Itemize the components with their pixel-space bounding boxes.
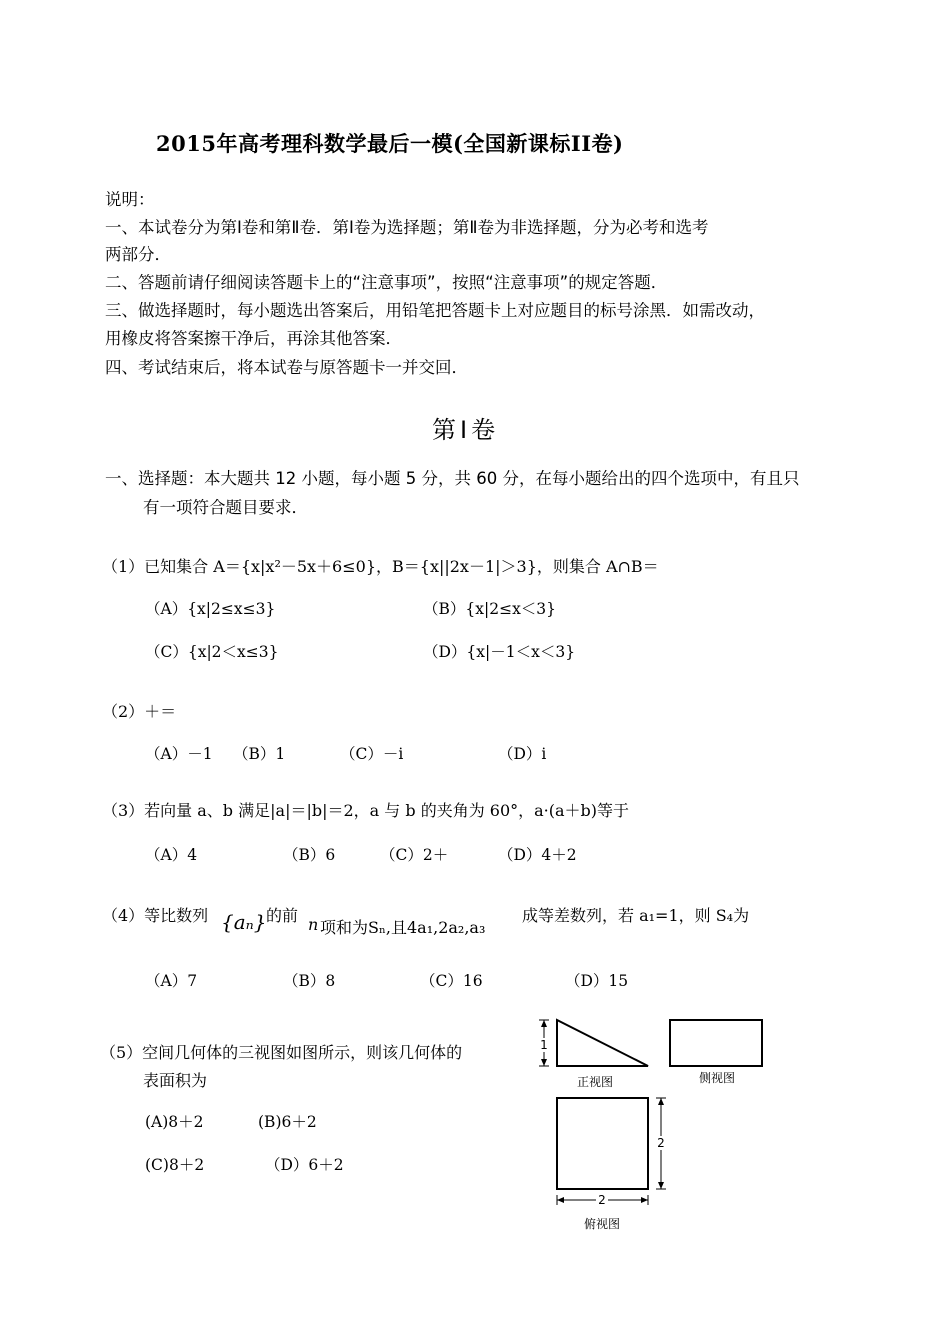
top-view-width-dimension: 2 [598, 1193, 606, 1207]
question-4-stem-suffix: 成等差数列，若 a₁=1，则 S₄为 [522, 906, 750, 925]
question-4-stem-prefix: （4）等比数列 [102, 906, 209, 925]
question-4-option-c: （C）16 [420, 972, 483, 990]
top-view-label: 俯视图 [583, 1217, 621, 1231]
question-4-option-a: （A）7 [145, 972, 198, 990]
question-2-option-c: （C）－i [340, 745, 404, 763]
question-4-option-d: （D）15 [565, 972, 629, 990]
note-line-3b: 用橡皮将答案擦干净后，再涂其他答案． [105, 329, 402, 348]
notes-heading: 说明： [105, 190, 155, 209]
question-1-stem: （1）已知集合 A＝{x|x²－5x＋6≤0}，B＝{x||2x－1|＞3}，则集合 A∩B＝ [102, 557, 659, 576]
side-view-label: 侧视图 [698, 1071, 736, 1085]
volume-heading: 第Ⅰ卷 [432, 416, 500, 444]
question-1-option-b: （B）{x|2≤x＜3} [423, 600, 557, 618]
three-view-figure [525, 1010, 785, 1240]
question-4-option-b: （B）8 [283, 972, 336, 990]
question-1-option-d: （D）{x|－1＜x＜3} [423, 643, 576, 661]
note-line-3a: 三、做选择题时，每小题选出答案后，用铅笔把答题卡上对应题目的标号涂黑．如需改动， [105, 301, 765, 320]
question-1-option-c: （C）{x|2＜x≤3} [145, 643, 279, 661]
note-line-1a: 一、本试卷分为第Ⅰ卷和第Ⅱ卷．第Ⅰ卷为选择题；第Ⅱ卷为非选择题，分为必考和选考 [105, 218, 709, 237]
question-5-option-a: (A)8＋2 [145, 1113, 204, 1131]
question-5-option-b: (B)6＋2 [258, 1113, 317, 1131]
top-view-height-dimension: 2 [657, 1136, 665, 1150]
question-2-stem: （2）＋＝ [102, 702, 177, 721]
front-view-dimension: 1 [540, 1038, 548, 1052]
question-2-option-a: （A）－1 [145, 745, 213, 763]
top-view-square [557, 1098, 648, 1189]
question-5-option-c: (C)8＋2 [145, 1156, 205, 1174]
question-4-n: n [308, 915, 319, 934]
question-5-stem-line1: （5）空间几何体的三视图如图所示，则该几何体的 [100, 1043, 463, 1062]
question-4-stem-mid2: 项和为Sₙ,且4a₁,2a₂,a₃ [320, 918, 486, 937]
note-line-1b: 两部分． [105, 245, 171, 264]
front-view-label: 正视图 [576, 1075, 614, 1089]
note-line-4: 四、考试结束后，将本试卷与原答题卡一并交回． [105, 358, 468, 377]
question-4-sequence: {aₙ} [221, 910, 267, 934]
question-4-stem-mid: 的前 [266, 906, 299, 925]
section-instructions-line2: 有一项符合题目要求． [143, 498, 308, 517]
note-line-2: 二、答题前请仔细阅读答题卡上的“注意事项”，按照“注意事项”的规定答题． [105, 273, 668, 292]
question-3-stem: （3）若向量 a、b 满足|a|＝|b|＝2，a 与 b 的夹角为 60°，a·(a＋b)等于 [102, 801, 630, 820]
question-3-option-d: （D）4＋2 [498, 846, 577, 864]
page-title: 2015年高考理科数学最后一模(全国新课标II卷) [156, 131, 624, 156]
question-2-option-d: （D）i [498, 745, 547, 763]
question-5-option-d: （D）6＋2 [265, 1156, 344, 1174]
question-2-option-b: （B）1 [233, 745, 286, 763]
front-view-triangle [557, 1020, 648, 1066]
question-5-stem-line2: 表面积为 [143, 1071, 208, 1090]
question-1-option-a: （A）{x|2≤x≤3} [145, 600, 276, 618]
question-3-option-a: （A）4 [145, 846, 198, 864]
question-3-option-b: （B）6 [283, 846, 336, 864]
question-3-option-c: （C）2＋ [380, 846, 449, 864]
section-instructions-line1: 一、选择题：本大题共 12 小题，每小题 5 分，共 60 分，在每小题给出的四个选项中，有且只 [105, 469, 800, 488]
side-view-rect [670, 1020, 762, 1066]
